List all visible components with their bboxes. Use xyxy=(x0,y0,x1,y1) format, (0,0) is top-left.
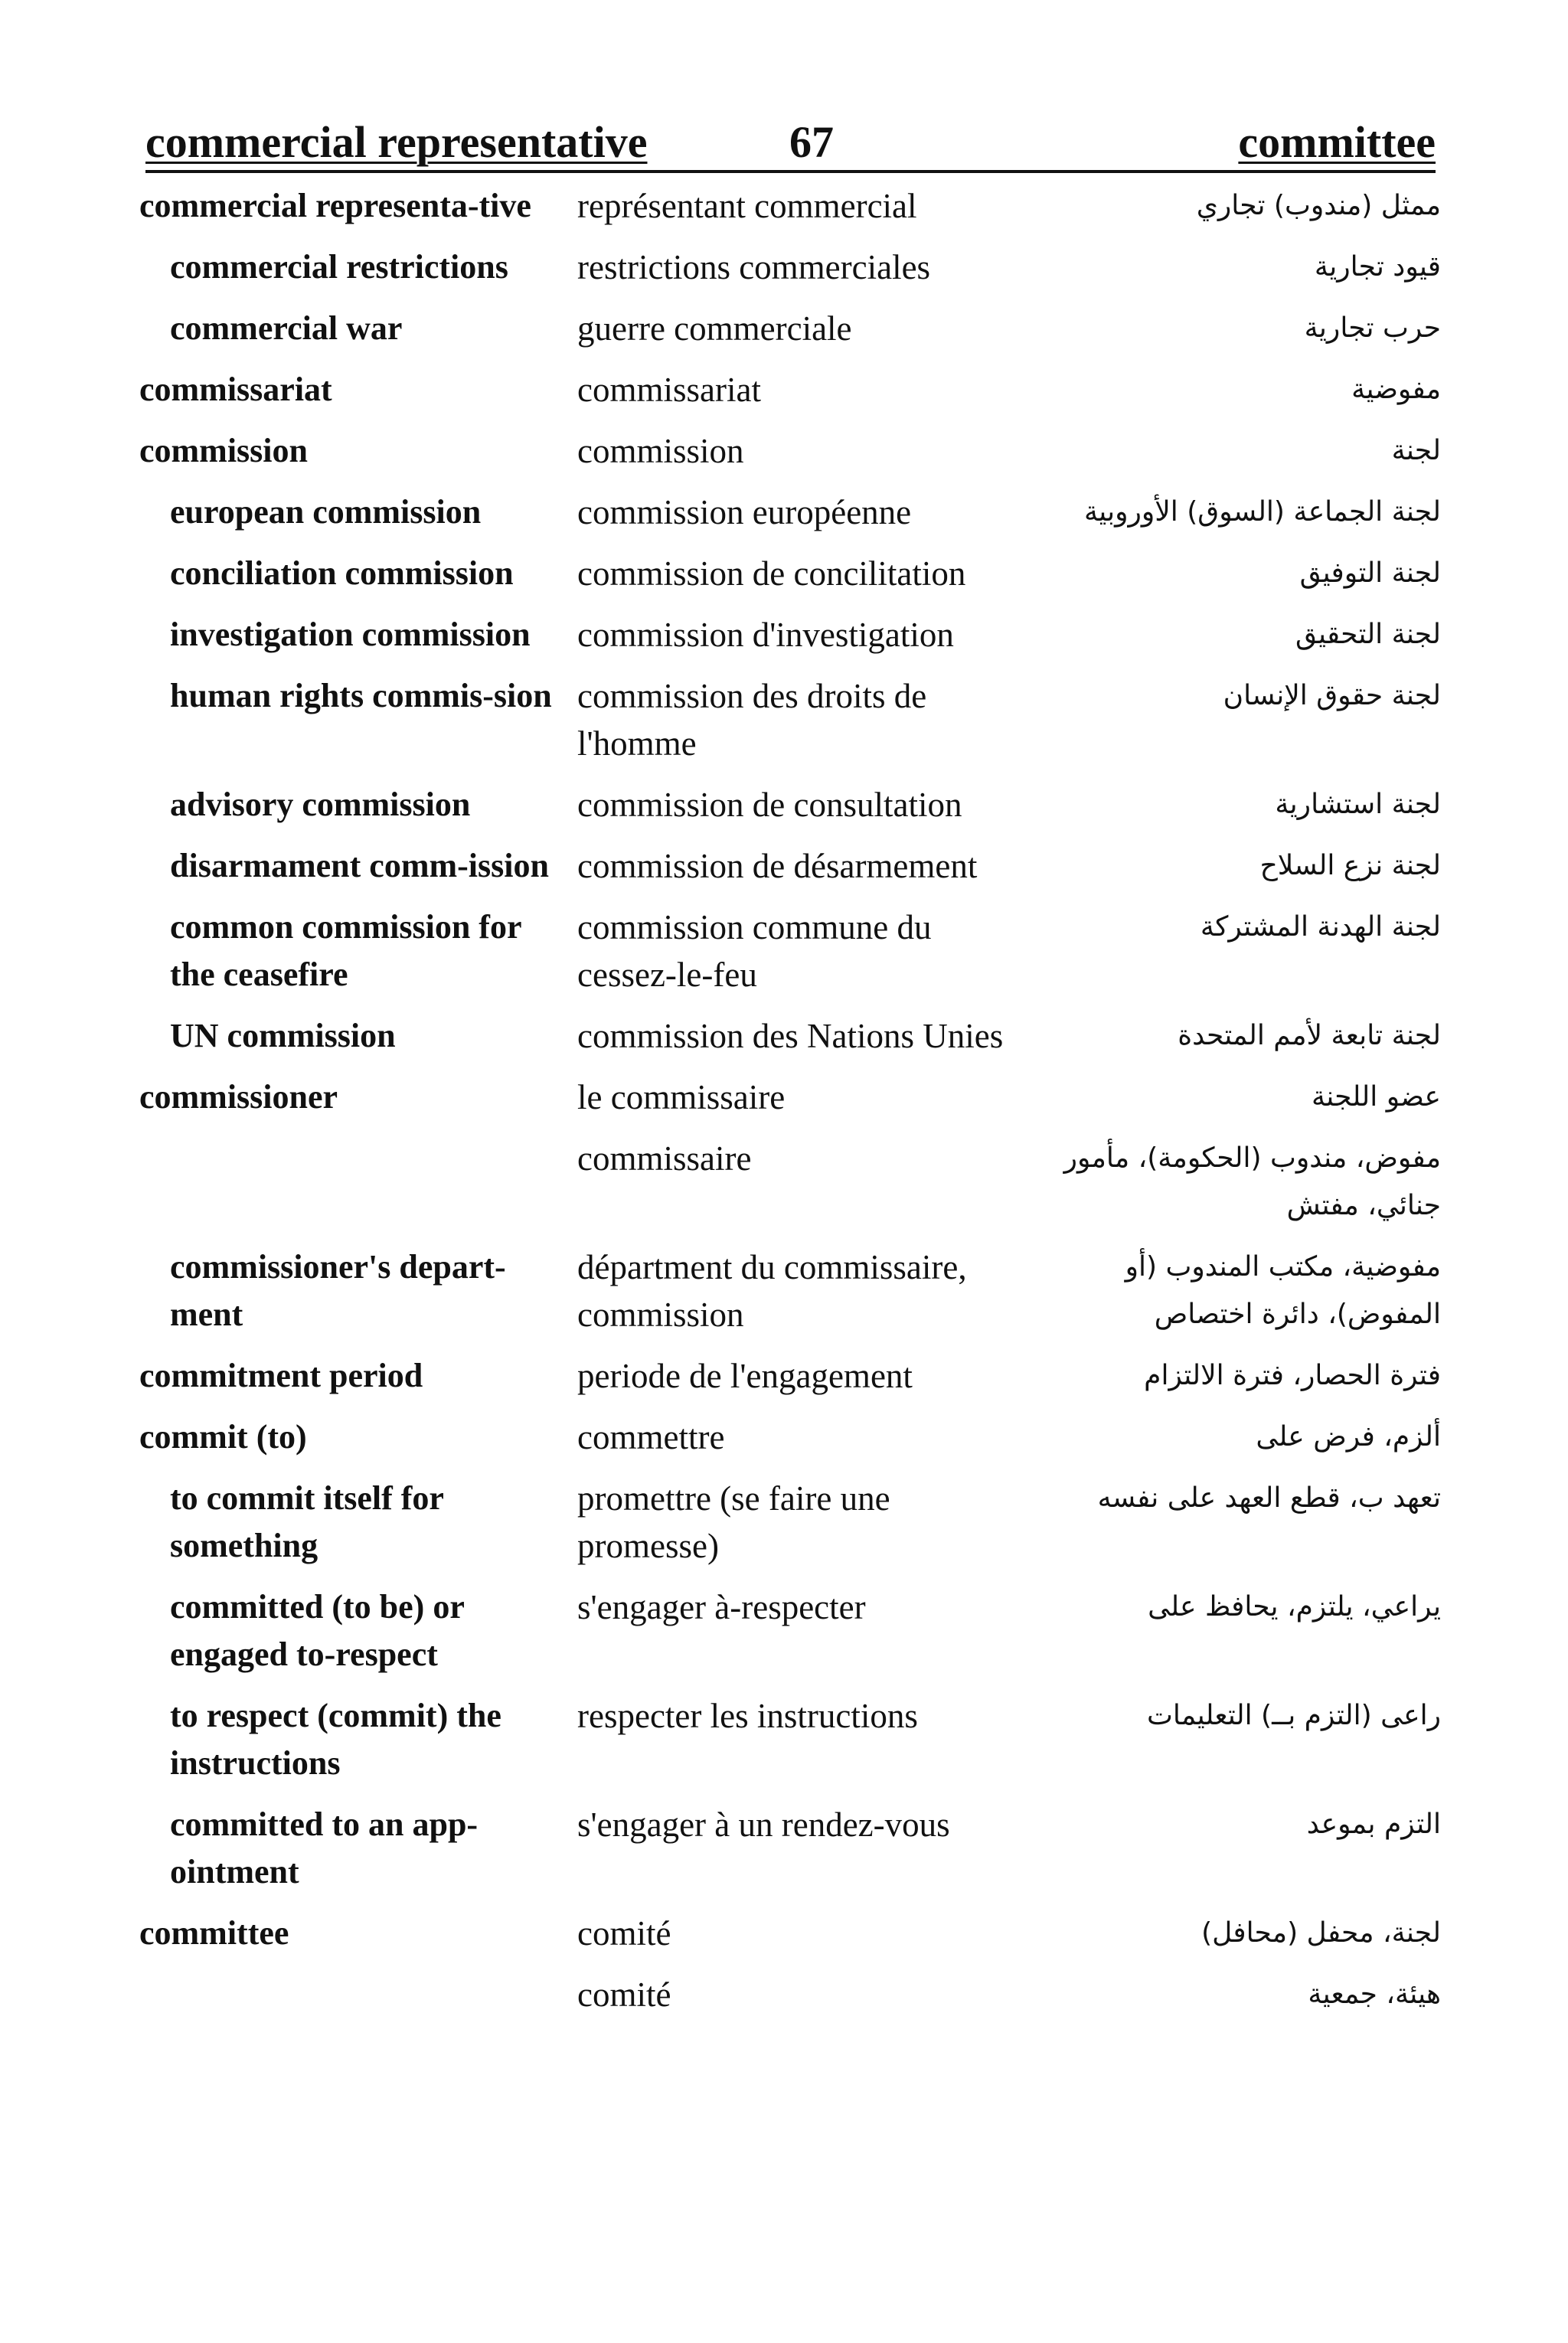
french-term: commission xyxy=(577,432,744,470)
french-term: le commissaire xyxy=(577,1078,786,1116)
french-term: s'engager à-respecter xyxy=(577,1588,866,1626)
arabic-term: لجنة تابعة لأمم المتحدة xyxy=(1178,1020,1441,1051)
english-term: committee xyxy=(139,1914,289,1952)
french-term: guerre commerciale xyxy=(577,309,852,348)
dictionary-entry xyxy=(139,489,1441,536)
arabic-term: قيود تجارية xyxy=(1314,251,1441,283)
arabic-term: ألزم، فرض على xyxy=(1256,1421,1441,1453)
french-term: commission européenne xyxy=(577,493,912,531)
arabic-term: لجنة نزع السلاح xyxy=(1259,850,1441,881)
english-term: common commission for the ceasefire xyxy=(170,908,521,993)
dictionary-entry xyxy=(139,1971,1441,2018)
arabic-term: ممثل (مندوب) تجاري xyxy=(1196,190,1441,221)
arabic-term: التزم بموعد xyxy=(1306,1809,1441,1840)
arabic-term: عضو اللجنة xyxy=(1311,1081,1441,1113)
arabic-term: لجنة التحقيق xyxy=(1295,619,1441,650)
french-term: promettre (se faire une promesse) xyxy=(577,1479,890,1565)
dictionary-entry xyxy=(139,672,1441,767)
dictionary-entry xyxy=(139,243,1441,291)
arabic-term: لجنة xyxy=(1391,435,1441,466)
english-term: commission xyxy=(139,432,308,469)
french-term: commission des droits de l'homme xyxy=(577,677,927,763)
arabic-term: لجنة استشارية xyxy=(1275,789,1441,820)
dictionary-entry xyxy=(139,1475,1441,1570)
arabic-term: راعى (التزم بــ) التعليمات xyxy=(1146,1700,1441,1731)
english-term: investigation commission xyxy=(170,616,531,653)
dictionary-entry xyxy=(139,427,1441,475)
english-term: committed to an app-ointment xyxy=(170,1805,479,1890)
english-term: commitment period xyxy=(139,1357,423,1394)
english-term: commercial war xyxy=(170,309,403,347)
english-term: to commit itself for something xyxy=(170,1479,444,1564)
english-term: advisory commission xyxy=(170,786,471,823)
dictionary-entry xyxy=(139,611,1441,658)
french-term: commission des Nations Unies xyxy=(577,1017,1004,1055)
arabic-term: فترة الحصار، فترة الالتزام xyxy=(1144,1360,1441,1391)
dictionary-entry xyxy=(139,1583,1441,1678)
arabic-term: مفوض، مندوب (الحكومة)، مأمور جنائي، مفتش xyxy=(1063,1142,1441,1221)
french-term: commissariat xyxy=(577,371,761,409)
french-term: respecter les instructions xyxy=(577,1697,918,1735)
english-term: committed (to be) or engaged to-respect xyxy=(170,1588,465,1673)
arabic-term: مفوضية xyxy=(1351,374,1441,405)
dictionary-entry xyxy=(139,182,1441,230)
dictionary-entry xyxy=(139,550,1441,597)
french-term: restrictions commerciales xyxy=(577,248,931,286)
arabic-term: مفوضية، مكتب المندوب (أو المفوض)، دائرة اختصاص xyxy=(1125,1251,1441,1330)
dictionary-entry xyxy=(139,366,1441,413)
dictionary-entry xyxy=(139,1692,1441,1787)
dictionary-entry xyxy=(139,1012,1441,1060)
arabic-term: تعهد ب، قطع العهد على نفسه xyxy=(1097,1482,1441,1514)
english-term: commercial restrictions xyxy=(170,248,508,286)
french-term: periode de l'engagement xyxy=(577,1357,913,1395)
dictionary-entry xyxy=(139,1910,1441,1957)
english-term: commit (to) xyxy=(139,1418,307,1456)
dictionary-entry xyxy=(139,1413,1441,1461)
dictionary-entry xyxy=(139,904,1441,998)
french-term: s'engager à un rendez-vous xyxy=(577,1805,950,1844)
arabic-term: يراعي، يلتزم، يحافظ على xyxy=(1148,1591,1441,1622)
dictionary-entry xyxy=(139,305,1441,352)
english-term: human rights commis-sion xyxy=(170,677,552,714)
french-term: commissaire xyxy=(577,1139,752,1178)
french-term: commission de désarmement xyxy=(577,847,978,885)
french-term: représentant commercial xyxy=(577,187,917,225)
dictionary-entry xyxy=(139,1243,1441,1338)
french-term: commettre xyxy=(577,1418,725,1456)
english-term: commissioner's depart-ment xyxy=(170,1248,506,1333)
dictionary-entry xyxy=(139,1135,1441,1230)
arabic-term: لجنة، محفل (محافل) xyxy=(1201,1917,1441,1949)
arabic-term: حرب تجارية xyxy=(1304,312,1441,344)
arabic-term: لجنة التوفيق xyxy=(1299,557,1441,589)
dictionary-entry xyxy=(139,1801,1441,1896)
arabic-term: لجنة الجماعة (السوق) الأوروبية xyxy=(1083,496,1441,528)
french-term: commission commune du cessez-le-feu xyxy=(577,908,932,994)
english-term: conciliation commission xyxy=(170,554,514,592)
english-term: disarmament comm-ission xyxy=(170,847,549,884)
english-term: to respect (commit) the instructions xyxy=(170,1697,501,1782)
english-term: commissariat xyxy=(139,371,332,408)
french-term: départment du commissaire, commission xyxy=(577,1248,967,1334)
english-term: UN commission xyxy=(170,1017,396,1054)
page-number: 67 xyxy=(789,117,834,167)
dictionary-entry xyxy=(139,781,1441,828)
dictionary-entry xyxy=(139,1073,1441,1121)
arabic-term: لجنة حقوق الإنسان xyxy=(1223,680,1441,711)
english-term: european commission xyxy=(170,493,482,531)
arabic-term: لجنة الهدنة المشتركة xyxy=(1200,911,1441,943)
english-term: commercial representa-tive xyxy=(139,187,531,224)
dictionary-entry xyxy=(139,1352,1441,1400)
dictionary-entry xyxy=(139,842,1441,890)
french-term: commission de concilitation xyxy=(577,554,966,593)
header-last-headword: committee xyxy=(1238,117,1436,167)
header-first-headword: commercial representative xyxy=(145,117,648,167)
dictionary-entries xyxy=(139,182,1441,2032)
french-term: commission de consultation xyxy=(577,786,962,824)
running-header xyxy=(145,115,1436,173)
arabic-term: هيئة، جمعية xyxy=(1308,1979,1441,2010)
french-term: commission d'investigation xyxy=(577,616,954,654)
french-term: comité xyxy=(577,1975,671,2014)
english-term: commissioner xyxy=(139,1078,338,1116)
french-term: comité xyxy=(577,1914,671,1953)
